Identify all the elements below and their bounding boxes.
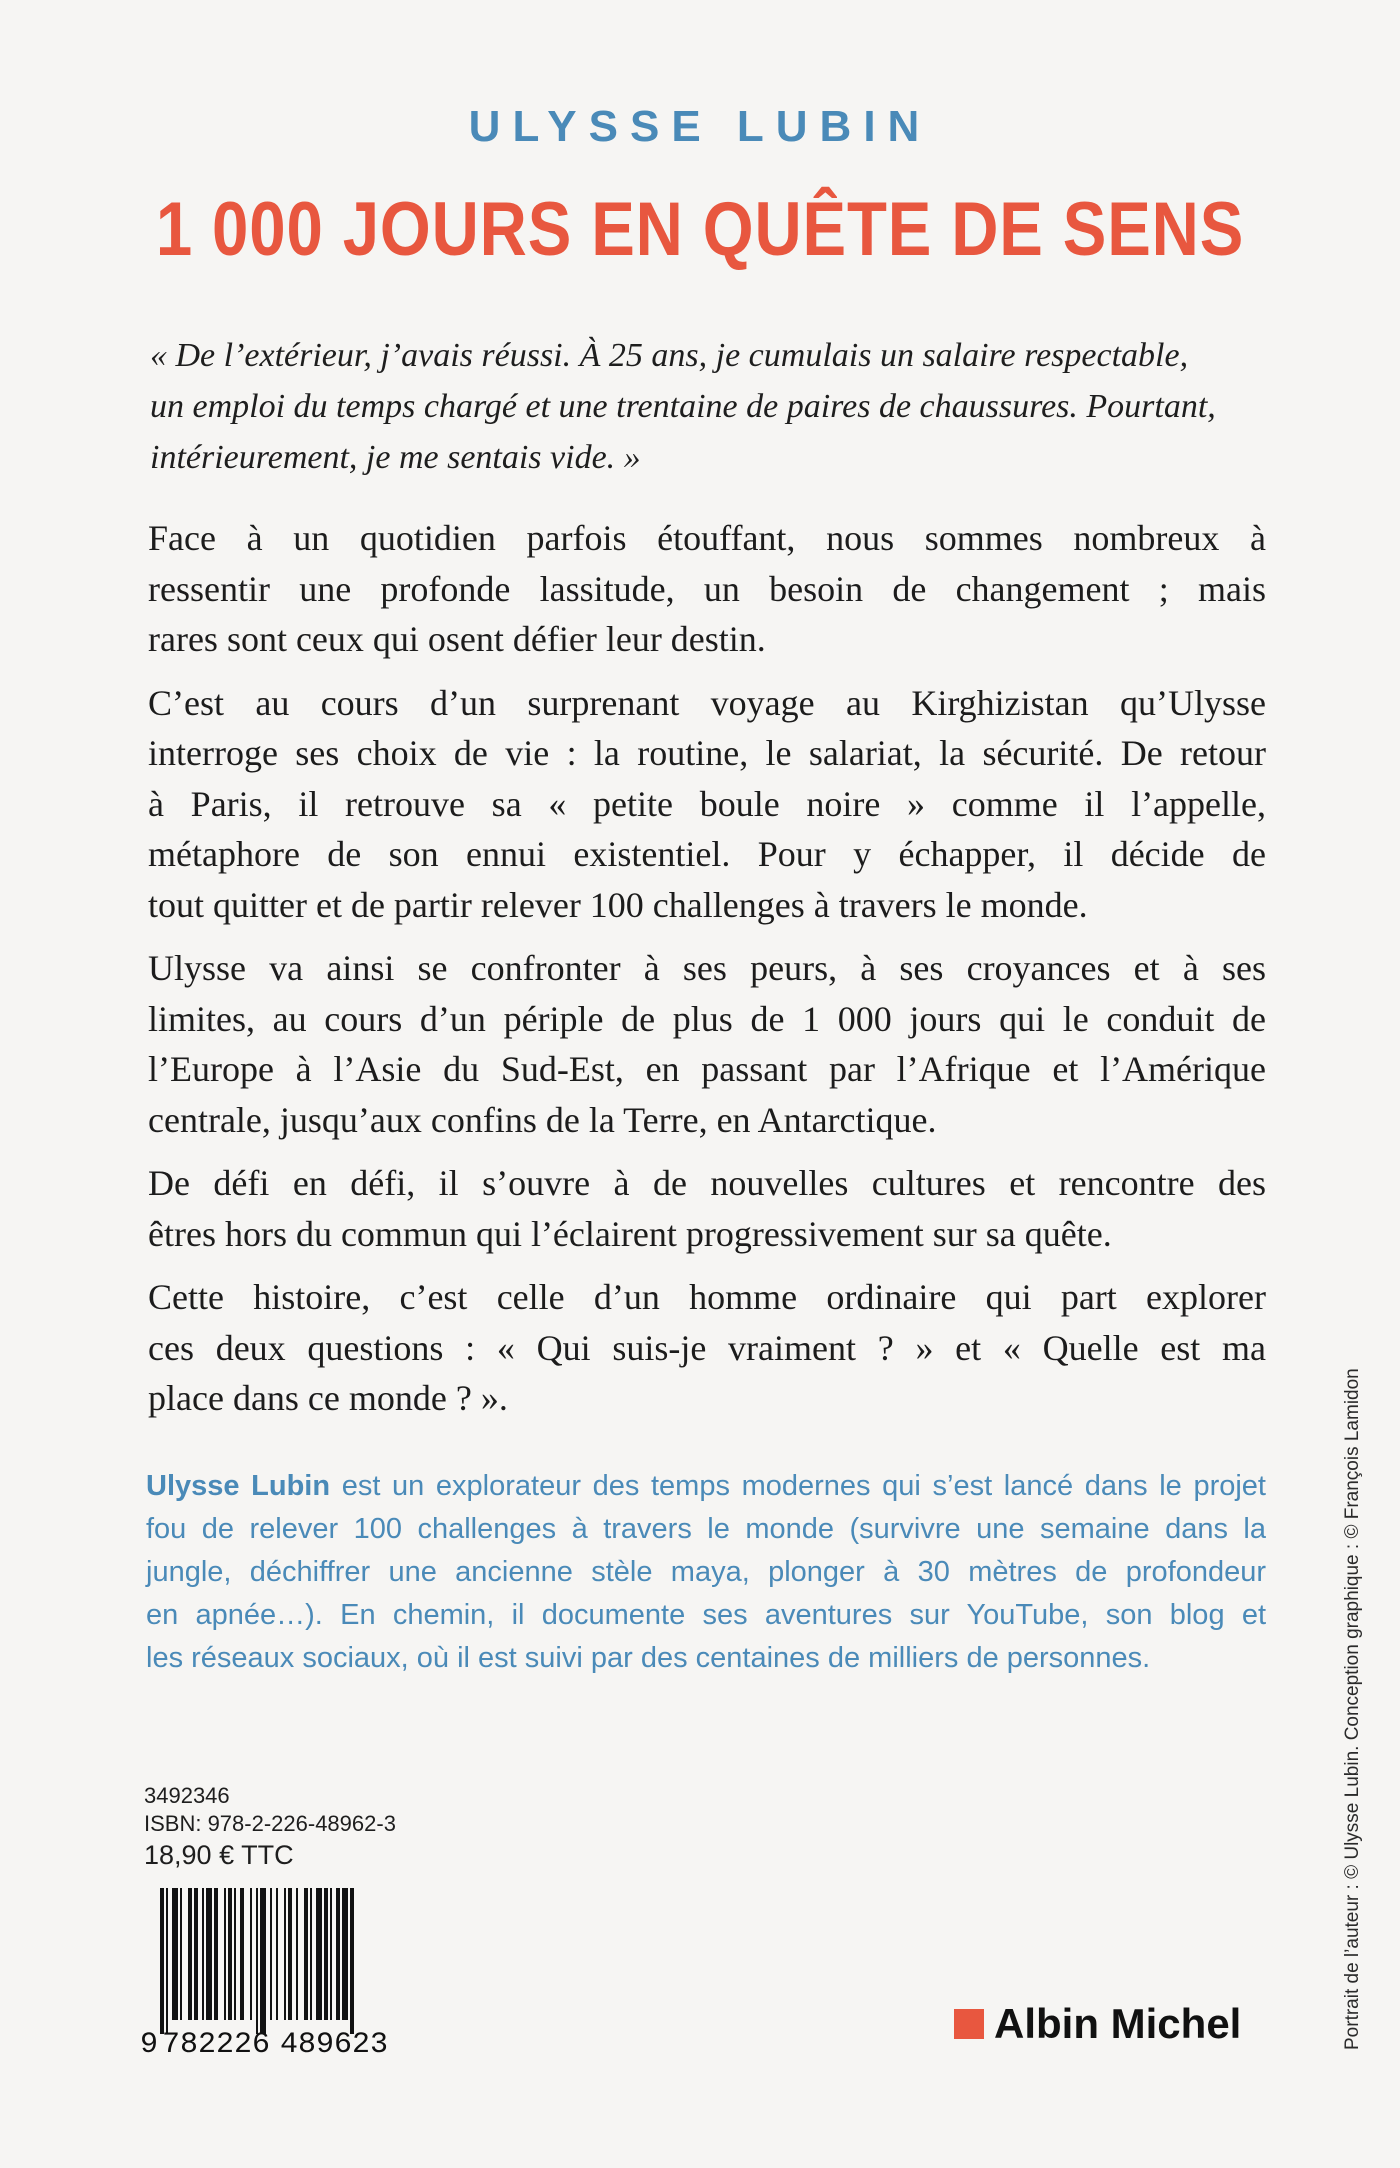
text-line: ces deux questions : « Qui suis-je vraiment ? » et « Quelle est ma <box>148 1327 1266 1368</box>
bio-line <box>146 1465 1266 1508</box>
barcode-bar <box>160 1888 164 2034</box>
barcode-bar <box>284 1888 286 2020</box>
publisher-square-icon <box>954 2009 984 2039</box>
barcode <box>136 1888 412 2058</box>
author-bio <box>146 1465 1266 1680</box>
barcode-bar <box>172 1888 178 2020</box>
barcode-bar <box>180 1888 182 2020</box>
blurb-paragraph <box>148 678 1266 931</box>
text-line: interroge ses choix de vie : la routine, le salariat, la sécurité. De retour <box>148 733 1266 773</box>
publisher-logo <box>954 2000 1241 2048</box>
image-credit: Portrait de l’auteur : © Ulysse Lubin. Conception graphique : © François Lamidon <box>1342 1368 1363 2050</box>
text-line: limites, au cours d’un périple de plus de 1 000 jours qui le conduit de <box>148 998 1266 1039</box>
book-title: 1 000 JOURS EN QUÊTE DE SENS <box>155 187 1245 272</box>
barcode-digits-left: 782226 <box>161 2028 271 2058</box>
quote-line: un emploi du temps chargé et une trentaine de paires de chaussures. Pourtant, <box>150 388 1216 425</box>
bio-author-name: Ulysse Lubin <box>146 1470 331 1502</box>
quote-line: « De l’extérieur, j’avais réussi. À 25 ans, je cumulais un salaire respectable, <box>150 337 1189 374</box>
barcode-bar <box>350 1888 354 2034</box>
text-line: Face à un quotidien parfois étouffant, nous sommes nombreux à <box>148 518 1266 558</box>
bio-line: fou de relever 100 challenges à travers le monde (survivre une semaine dans la <box>146 1513 1266 1545</box>
barcode-bar <box>202 1888 204 2020</box>
barcode-bar <box>270 1888 272 2020</box>
barcode-bar <box>276 1888 278 2020</box>
epigraph-quote <box>150 330 1260 483</box>
barcode-bar <box>330 1888 332 2020</box>
publisher-name: Albin Michel <box>994 2000 1242 2047</box>
blurb-paragraph <box>148 943 1266 1145</box>
price: 18,90 € TTC <box>144 1840 294 1870</box>
barcode-bar <box>296 1888 298 2020</box>
text-line: métaphore de son ennui existentiel. Pour y échapper, il décide de <box>148 834 1266 874</box>
author-name: ULYSSE LUBIN <box>468 102 932 151</box>
text-line: à Paris, il retrouve sa « petite boule noire » comme il l’appelle, <box>148 783 1266 824</box>
blurb-body <box>148 513 1266 1437</box>
barcode-bar <box>224 1888 226 2020</box>
barcode-bar <box>310 1888 312 2020</box>
bio-line: les réseaux sociaux, où il est suivi par des centaines de milliers de personnes. <box>146 1642 1151 1674</box>
text-line: rares sont ceux qui osent défier leur destin. <box>148 619 766 659</box>
text-line: centrale, jusqu’aux confins de la Terre, en Antarctique. <box>148 1099 937 1140</box>
barcode-bar <box>336 1888 340 2020</box>
text-line: Ulysse va ainsi se confronter à ses peurs, à ses croyances et à ses <box>148 948 1266 988</box>
barcode-digit-prefix: 9 <box>140 2028 159 2058</box>
reference-number: 3492346 <box>144 1783 230 1808</box>
barcode-bar <box>304 1888 308 2020</box>
text-line: C’est au cours d’un surprenant voyage au Kirghizistan qu’Ulysse <box>148 682 1266 723</box>
bio-text: est un explorateur des temps modernes qui s’est lancé dans le projet <box>330 1470 1266 1502</box>
barcode-bar <box>188 1888 192 2020</box>
blurb-paragraph <box>148 513 1266 665</box>
barcode-bar <box>240 1888 244 2020</box>
barcode-bar <box>228 1888 232 2020</box>
barcode-icon <box>136 1888 412 2058</box>
text-line: l’Europe à l’Asie du Sud-Est, en passant par l’Afrique et l’Amérique <box>148 1049 1266 1089</box>
text-line: tout quitter et de partir relever 100 challenges à travers le monde. <box>148 884 1088 925</box>
bio-line: jungle, déchiffrer une ancienne stèle maya, plonger à 30 mètres de profondeur <box>146 1556 1266 1588</box>
blurb-paragraph <box>148 1272 1266 1424</box>
blurb-paragraph <box>148 1158 1266 1259</box>
barcode-bar <box>194 1888 198 2020</box>
text-line: ressentir une profonde lassitude, un besoin de changement ; mais <box>148 568 1266 609</box>
barcode-bar <box>206 1888 212 2020</box>
isbn: ISBN: 978-2-226-48962-3 <box>144 1811 396 1836</box>
barcode-bar <box>288 1888 292 2020</box>
barcode-bar <box>214 1888 218 2020</box>
barcode-bar <box>342 1888 348 2020</box>
barcode-digits-right: 489623 <box>279 2028 389 2058</box>
text-line: Cette histoire, c’est celle d’un homme ordinaire qui part explorer <box>148 1277 1266 1317</box>
barcode-bar <box>234 1888 236 2020</box>
barcode-bar <box>316 1888 322 2020</box>
text-line: De défi en défi, il s’ouvre à de nouvelles cultures et rencontre des <box>148 1163 1266 1203</box>
product-codes <box>144 1782 396 1872</box>
bio-line: en apnée…). En chemin, il documente ses aventures sur YouTube, son blog et <box>146 1599 1266 1631</box>
quote-line: intérieurement, je me sentais vide. » <box>150 439 641 476</box>
barcode-bar <box>324 1888 328 2020</box>
barcode-bar <box>250 1888 252 2020</box>
barcode-bar <box>256 1888 258 2034</box>
barcode-bar <box>260 1888 266 2034</box>
text-line: êtres hors du commun qui l’éclairent progressivement sur sa quête. <box>148 1213 1112 1254</box>
text-line: place dans ce monde ? ». <box>148 1378 508 1418</box>
barcode-bar <box>166 1888 168 2034</box>
